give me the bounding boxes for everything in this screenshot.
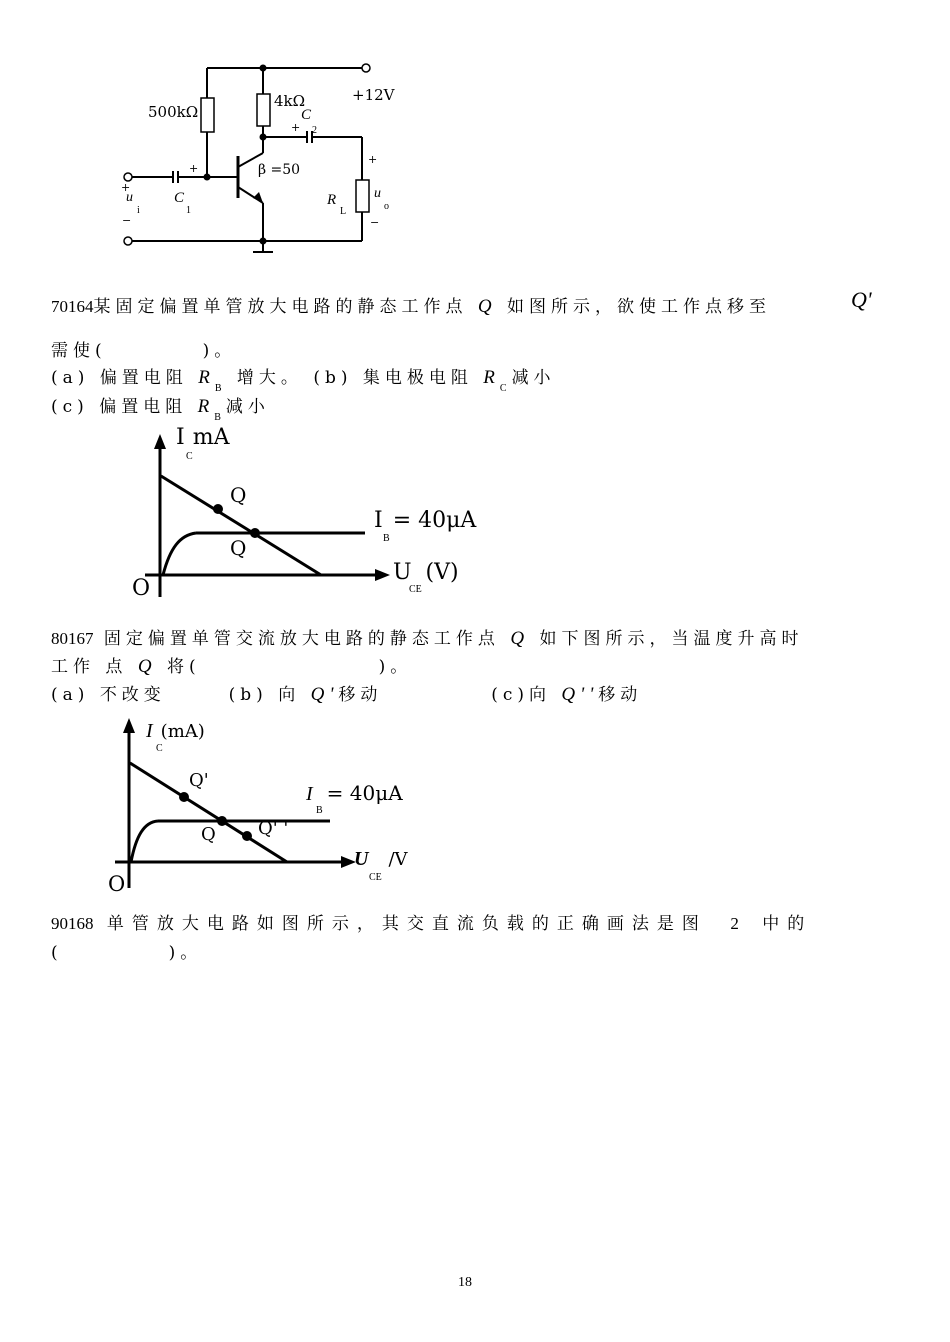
ui-sub: i bbox=[137, 205, 140, 216]
cap-in-label: C bbox=[174, 190, 185, 206]
graph1-origin: O bbox=[132, 576, 151, 601]
graph2-point-q-prime: Q' bbox=[189, 770, 209, 791]
option-a: (a) 偏置电阻 $R_B$ 增大。 (b) 集电极电阻 $R_C$减小 bbox=[51, 367, 556, 394]
graph2-origin: O bbox=[108, 872, 126, 896]
question-80167-line1: 80167 固定偏置单管交流放大电路的静态工作点 Q 如下图所示，当温度升高时 bbox=[51, 628, 804, 649]
cap-in-plus: + bbox=[189, 162, 199, 175]
ui-label: u bbox=[126, 190, 133, 205]
graph1-y-label: I mA bbox=[176, 425, 230, 450]
graph2-y-sub: C bbox=[156, 743, 163, 754]
r-base-label: 500kΩ bbox=[148, 103, 199, 121]
option-c: (c) 偏置电阻 $R_B$减小 bbox=[51, 396, 270, 423]
question-80167-options: (a) 不改变 (b) 向 Q'移动 (c)向 Q''移动 bbox=[51, 684, 643, 705]
cap-out-label: C bbox=[301, 107, 312, 123]
cap-out-plus: + bbox=[291, 121, 301, 134]
graph2-x-sub: CE bbox=[369, 872, 382, 883]
graph2-point-q: Q bbox=[201, 824, 216, 845]
r-collector-label: 4kΩ bbox=[274, 92, 306, 110]
vcc-label: +12V bbox=[352, 86, 395, 104]
q-prime-symbol: Q' bbox=[851, 287, 872, 312]
graph1-point-q-lower: Q bbox=[230, 536, 247, 560]
cap-out-sub: 2 bbox=[312, 125, 317, 136]
uo-plus: + bbox=[368, 153, 378, 166]
beta-label: β =50 bbox=[258, 162, 301, 178]
graph1-x-label: U (V) bbox=[393, 560, 459, 585]
question-90168-line1: 90168 单管放大电路如图所示，其交直流负载的正确画法是图 2 中的 bbox=[51, 914, 813, 934]
question-number: 90168 bbox=[51, 914, 94, 933]
question-70164-line2: 需使( )。 bbox=[51, 341, 237, 361]
graph1-x-sub: CE bbox=[409, 584, 422, 595]
rl-label: R bbox=[327, 192, 337, 208]
question-80167-line2: 工作 点 Q 将( )。 bbox=[51, 656, 413, 677]
graph2-x-label: U /V bbox=[354, 848, 408, 870]
graph2-point-q-double-prime: Q' ' bbox=[258, 818, 289, 839]
graph2-ib-sub: B bbox=[316, 805, 323, 816]
ui-plus: + bbox=[121, 181, 131, 194]
rl-sub: L bbox=[340, 206, 347, 217]
question-number: 80167 bbox=[51, 629, 94, 648]
uo-minus: − bbox=[370, 216, 380, 229]
ui-minus: − bbox=[122, 214, 132, 227]
graph1-point-q-upper: Q bbox=[230, 483, 247, 507]
graph1-ib-label: I = 40μA bbox=[374, 508, 477, 533]
graph2-y-label: I (mA) bbox=[146, 720, 205, 742]
page-number: 18 bbox=[458, 1275, 472, 1290]
question-number: 70164 bbox=[51, 297, 94, 316]
cap-in-sub: 1 bbox=[186, 205, 191, 216]
q-symbol: Q bbox=[477, 296, 497, 317]
graph1-y-sub: C bbox=[186, 451, 193, 462]
question-70164-line1: 70164某固定偏置单管放大电路的静态工作点 Q 如图所示，欲使工作点移至 bbox=[51, 296, 772, 317]
uo-label: u bbox=[374, 186, 381, 201]
graph2-ib-label: I = 40μA bbox=[306, 781, 403, 805]
uo-sub: o bbox=[384, 201, 389, 212]
question-90168-line2: ( )。 bbox=[51, 943, 203, 963]
graph1-ib-sub: B bbox=[383, 533, 390, 544]
